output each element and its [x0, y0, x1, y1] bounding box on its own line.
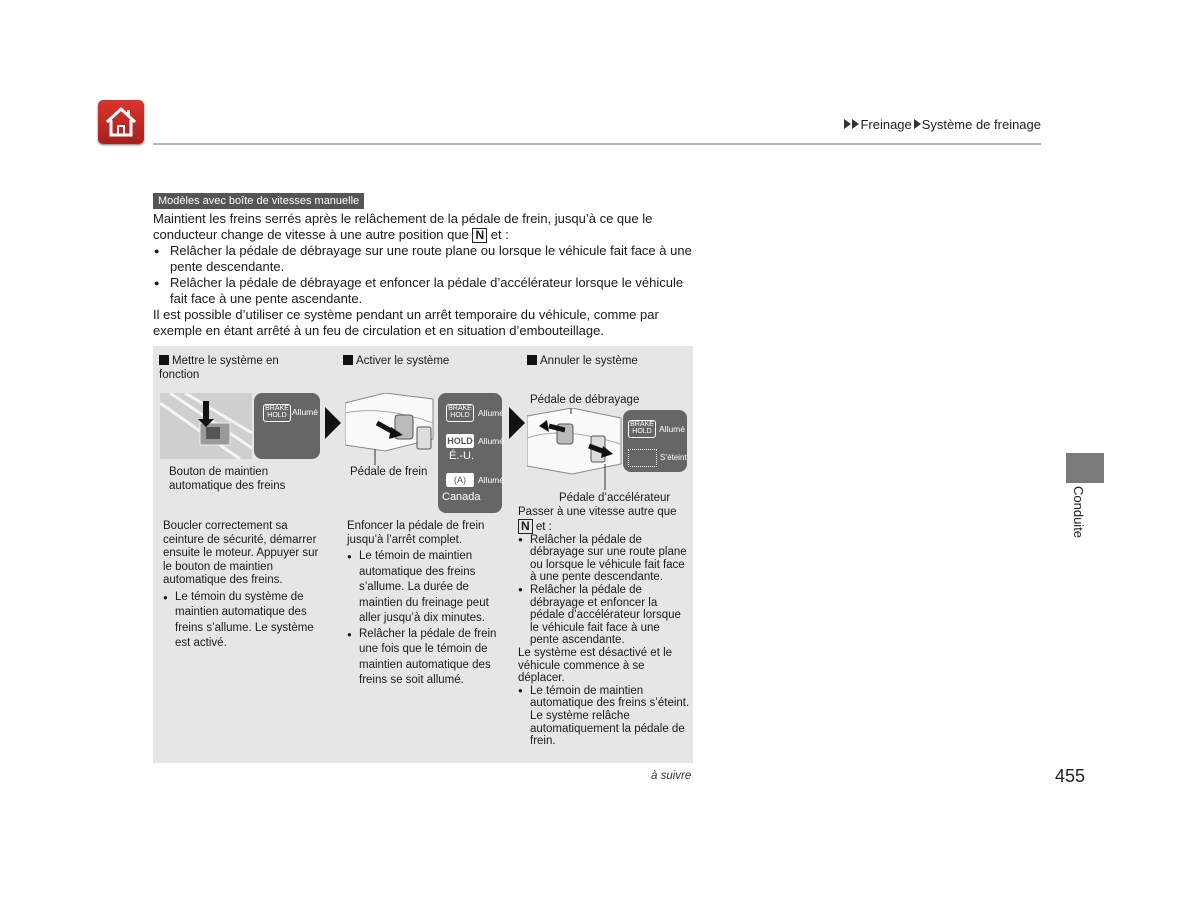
- step-bullet: ● Le témoin de maintien automatique des freins s’allume. La durée de maintien du freinage peut aller jusqu’à dix minutes.: [347, 549, 512, 627]
- step-description: Le système est désactivé et le véhicule commence à se déplacer.: [518, 646, 673, 685]
- figure-caption: Pédale de débrayage: [530, 394, 640, 406]
- step-heading: Mettre le système en fonction: [159, 355, 279, 381]
- figure-caption: Bouton de maintien automatique des freins: [169, 466, 286, 492]
- step-text: [347, 520, 512, 689]
- intro-line-end: et :: [490, 227, 509, 242]
- square-bullet-icon: [343, 355, 353, 365]
- intro-text: [153, 211, 698, 339]
- intro-outro: Il est possible d’utiliser ce système pendant un arrêt temporaire du véhicule, comme par exemple en étant arrêté à un feu de circulation et en situation d’embouteillage.: [153, 307, 659, 338]
- intro-bullet: ● Relâcher la pédale de débrayage sur une route plane ou lorsque le véhicule fait face à une pente descendante.: [153, 243, 698, 275]
- step-bullet: ● Relâcher la pédale de débrayage et enfoncer la pédale d’accélérateur lorsque le véhicule fait face à une pente ascendante.: [518, 584, 690, 647]
- square-bullet-icon: [159, 355, 169, 365]
- step-description-end: et :: [535, 520, 552, 533]
- indicator-status: Allumé: [659, 424, 685, 434]
- step-bullet: ● Relâcher la pédale de débrayage sur une route plane ou lorsque le véhicule fait face à une pente descendante.: [518, 534, 690, 584]
- hold-icon: HOLD: [447, 436, 473, 446]
- arrow-icon: [844, 119, 851, 129]
- figure-caption: Pédale d’accélérateur: [559, 492, 671, 504]
- section-tab-label: Conduite: [1071, 486, 1086, 539]
- step-bullet: ● Le témoin du système de maintien automatique des freins s’allume. Le système est activé.: [163, 590, 325, 652]
- step-heading: Annuler le système: [527, 354, 687, 368]
- step-text: [518, 506, 690, 748]
- indicator-status: Allumé: [478, 475, 504, 485]
- step-description: Passer à une vitesse autre que: [518, 506, 677, 518]
- brake-hold-icon: BRAKE HOLD: [446, 404, 474, 422]
- step-heading: Activer le système: [343, 354, 513, 368]
- indicator-status: S’éteint: [660, 453, 687, 462]
- indicator-status: Allumé: [292, 407, 318, 417]
- gear-key-icon: N: [518, 519, 533, 534]
- header-divider: [153, 143, 1041, 145]
- next-arrow-icon: [324, 406, 342, 440]
- model-badge: Modèles avec boîte de vitesses manuelle: [153, 193, 364, 209]
- auto-hold-icon: (A): [446, 473, 474, 487]
- home-button[interactable]: [98, 100, 144, 144]
- step-bullet: ● Relâcher la pédale de frein une fois que le témoin de maintien automatique des freins se soit allumé.: [347, 627, 512, 689]
- next-arrow-icon: [508, 406, 526, 440]
- breadcrumb: [844, 117, 1041, 132]
- home-icon: [98, 100, 144, 144]
- page-number: 455: [1055, 766, 1086, 786]
- brake-hold-button-illustration: [160, 393, 320, 463]
- indicator-status: Allumé: [478, 408, 504, 418]
- square-bullet-icon: [527, 355, 537, 365]
- section-tab[interactable]: [1066, 453, 1104, 483]
- arrow-icon: [852, 119, 859, 129]
- clutch-accelerator-illustration: [527, 408, 689, 492]
- indicator-off-icon: [628, 449, 657, 467]
- gear-key-icon: N: [472, 228, 487, 243]
- step-description: Enfoncer la pédale de frein jusqu’à l’arrêt complet.: [347, 520, 485, 546]
- breadcrumb-item[interactable]: Système de freinage: [921, 117, 1041, 132]
- intro-bullet: ● Relâcher la pédale de débrayage et enfoncer la pédale d’accélérateur lorsque le véhicule fait face à une pente ascendante.: [153, 275, 698, 307]
- figure-caption: Pédale de frein: [350, 466, 428, 478]
- step-bullet: ● Le témoin de maintien automatique des freins s’éteint. Le système relâche automatiquement la pédale de frein.: [518, 685, 690, 748]
- step-description: Boucler correctement sa ceinture de sécurité, démarrer ensuite le moteur. Appuyer sur le bouton de maintien automatique des freins.: [163, 520, 319, 587]
- brake-hold-icon: BRAKE HOLD: [628, 420, 656, 438]
- arrow-icon: [914, 119, 921, 129]
- continued-note: à suivre: [651, 770, 692, 782]
- step-text: [163, 520, 325, 652]
- region-label: Canada: [442, 491, 481, 503]
- intro-line: Maintient les freins serrés après le relâchement de la pédale de frein, jusqu’à ce que le conducteur change de vitesse à une autre position que: [153, 211, 653, 242]
- indicator-status: Allumé: [478, 436, 504, 446]
- brake-hold-icon: BRAKE HOLD: [263, 404, 291, 422]
- region-label: É.-U.: [449, 450, 475, 462]
- breadcrumb-item[interactable]: Freinage: [860, 117, 912, 132]
